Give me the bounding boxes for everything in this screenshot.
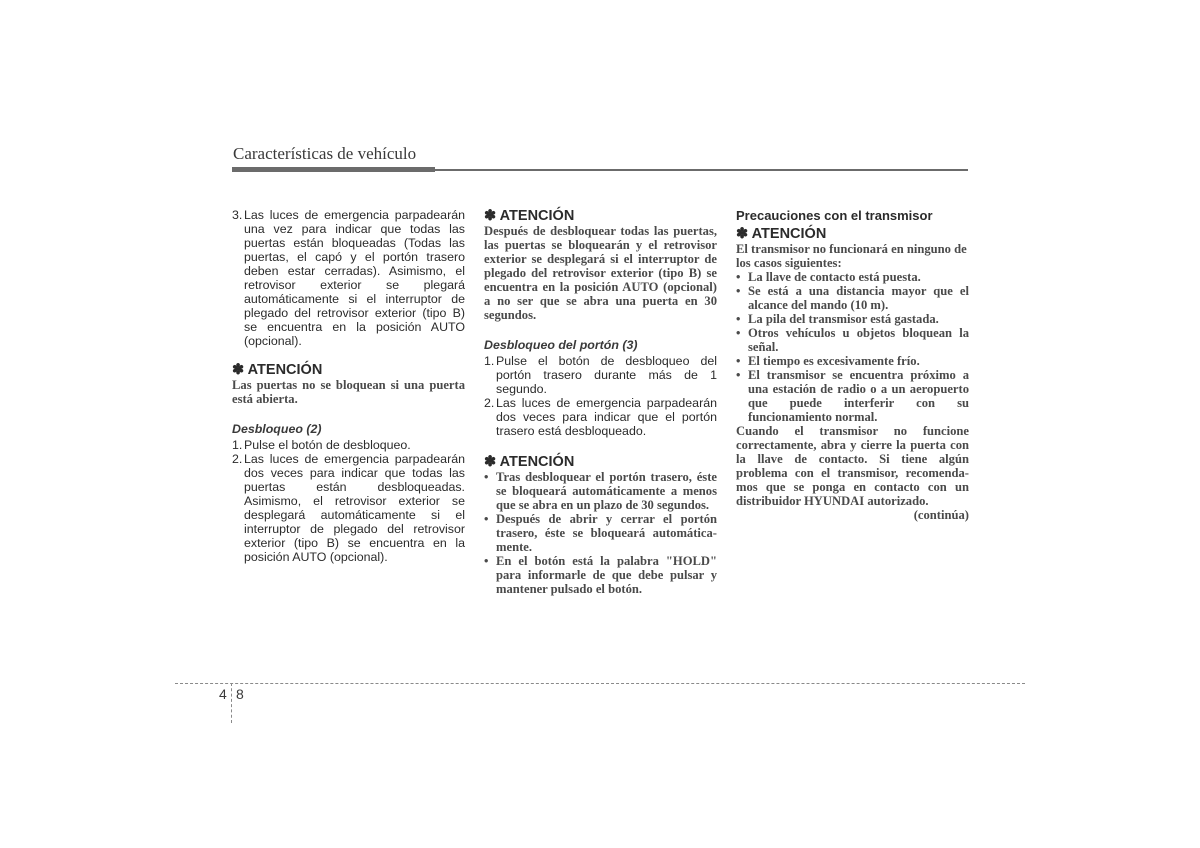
column-left xyxy=(232,208,465,564)
bullet-item xyxy=(484,470,717,512)
attention-heading: ✽ ATENCIÓN xyxy=(232,362,323,378)
bullet-text: La llave de contacto está puesta. xyxy=(748,270,921,284)
bullet-text: El transmisor se encuentra próximo a una estación de radio o a un aeropuerto que puede interferir con su funcionamiento normal. xyxy=(748,368,969,424)
bullet-dot: • xyxy=(736,284,741,298)
section-number: 4 xyxy=(219,686,227,702)
attention-text: Después de desbloquear todas las puertas, las puertas se bloquearán y el retrovisor exterior se desplegará si el interruptor de plegado del retrovisor exterior (tipo B) se encuentra en la posición AUTO (opcional) a no ser que se abra una puerta en 30 segundos. xyxy=(484,224,717,322)
bullet-dot: • xyxy=(484,554,489,568)
list-item xyxy=(232,452,465,564)
bullet-dot: • xyxy=(484,470,489,484)
bullet-item xyxy=(484,512,717,554)
list-text: Las luces de emergencia parpadearán dos veces para indicar que todas las puertas están desbloqueadas. Asimismo, el retrovisor exterior se desplegará automáticamente si el interruptor de plegado del retrovisor exterior (tipo B) se encuentra en la posición AUTO (opcional). xyxy=(244,452,465,564)
closing-text: Cuando el transmisor no funcione correctamente, abra y cierre la puerta con la llave de contacto. Si tiene algún problema con el transmisor, recomenda-mos que se ponga en contacto con un distribuidor HYUNDAI autorizado. xyxy=(736,424,969,508)
section-heading: Precauciones con el transmisor xyxy=(736,208,933,223)
list-text: Pulse el botón de desbloqueo. xyxy=(244,438,411,452)
continued-label: (continúa) xyxy=(913,508,969,522)
bullet-item xyxy=(736,354,969,368)
footer-divider xyxy=(231,683,232,723)
unlock-heading: Desbloqueo (2) xyxy=(232,422,322,436)
list-number: 2. xyxy=(484,396,495,410)
bullet-item xyxy=(736,326,969,354)
bullet-dot: • xyxy=(736,326,741,340)
bullet-dot: • xyxy=(736,270,741,284)
column-right xyxy=(736,208,969,522)
attention-heading: ✽ ATENCIÓN xyxy=(484,208,575,224)
list-text: Las luces de emergencia parpadearán una vez para indicar que todas las puertas están bloqueadas (Todas las puertas, el capó y el portón trasero deben estar cerradas). Asimismo, el retrovisor exterior se plegará automáticamente si el interruptor de plegado del retrovisor exterior (tipo B) se encuentra en la posición AUTO (opcional). xyxy=(244,208,465,348)
bullet-item xyxy=(736,284,969,312)
list-item xyxy=(232,438,465,452)
bullet-dot: • xyxy=(736,312,741,326)
attention-heading: ✽ ATENCIÓN xyxy=(484,454,575,470)
footer-rule xyxy=(175,683,1025,684)
bullet-text: La pila del transmisor está gastada. xyxy=(748,312,939,326)
bullet-text: En el botón está la palabra "HOLD" para informarle de que debe pulsar y mantener pulsado el botón. xyxy=(496,554,717,596)
bullet-text: El tiempo es excesivamente frío. xyxy=(748,354,920,368)
column-middle xyxy=(484,208,717,596)
bullet-item xyxy=(736,368,969,424)
bullet-item xyxy=(484,554,717,596)
list-number: 1. xyxy=(484,354,495,368)
bullet-item xyxy=(736,270,969,284)
tailgate-heading: Desbloqueo del portón (3) xyxy=(484,338,638,352)
list-text: Las luces de emergencia parpadearán dos veces para indicar que el portón trasero está desbloqueado. xyxy=(496,396,717,438)
bullet-text: Tras desbloquear el portón trasero, éste se bloqueará automáticamente a menos que se abra en un plazo de 30 segundos. xyxy=(496,470,717,512)
bullet-item xyxy=(736,312,969,326)
attention-intro: El transmisor no funcionará en ninguno de los casos siguientes: xyxy=(736,242,967,270)
bullet-text: Después de abrir y cerrar el portón trasero, éste se bloqueará automática-mente. xyxy=(496,512,717,554)
bullet-text: Se está a una distancia mayor que el alcance del mando (10 m). xyxy=(748,284,969,312)
bullet-dot: • xyxy=(736,354,741,368)
page-number: 8 xyxy=(236,686,244,702)
list-number: 1. xyxy=(232,438,243,452)
list-text: Pulse el botón de desbloqueo del portón trasero durante más de 1 segundo. xyxy=(496,354,717,396)
list-number: 3. xyxy=(232,208,243,222)
bullet-dot: • xyxy=(736,368,741,382)
header-rule xyxy=(232,169,968,171)
list-number: 2. xyxy=(232,452,243,466)
list-item xyxy=(484,396,717,438)
bullet-text: Otros vehículos u objetos bloquean la señal. xyxy=(748,326,969,354)
list-item xyxy=(232,208,465,348)
bullet-dot: • xyxy=(484,512,489,526)
attention-text: Las puertas no se bloquean si una puerta está abierta. xyxy=(232,378,465,406)
page-header-title: Características de vehículo xyxy=(233,144,417,163)
list-item xyxy=(484,354,717,396)
attention-heading: ✽ ATENCIÓN xyxy=(736,226,827,242)
